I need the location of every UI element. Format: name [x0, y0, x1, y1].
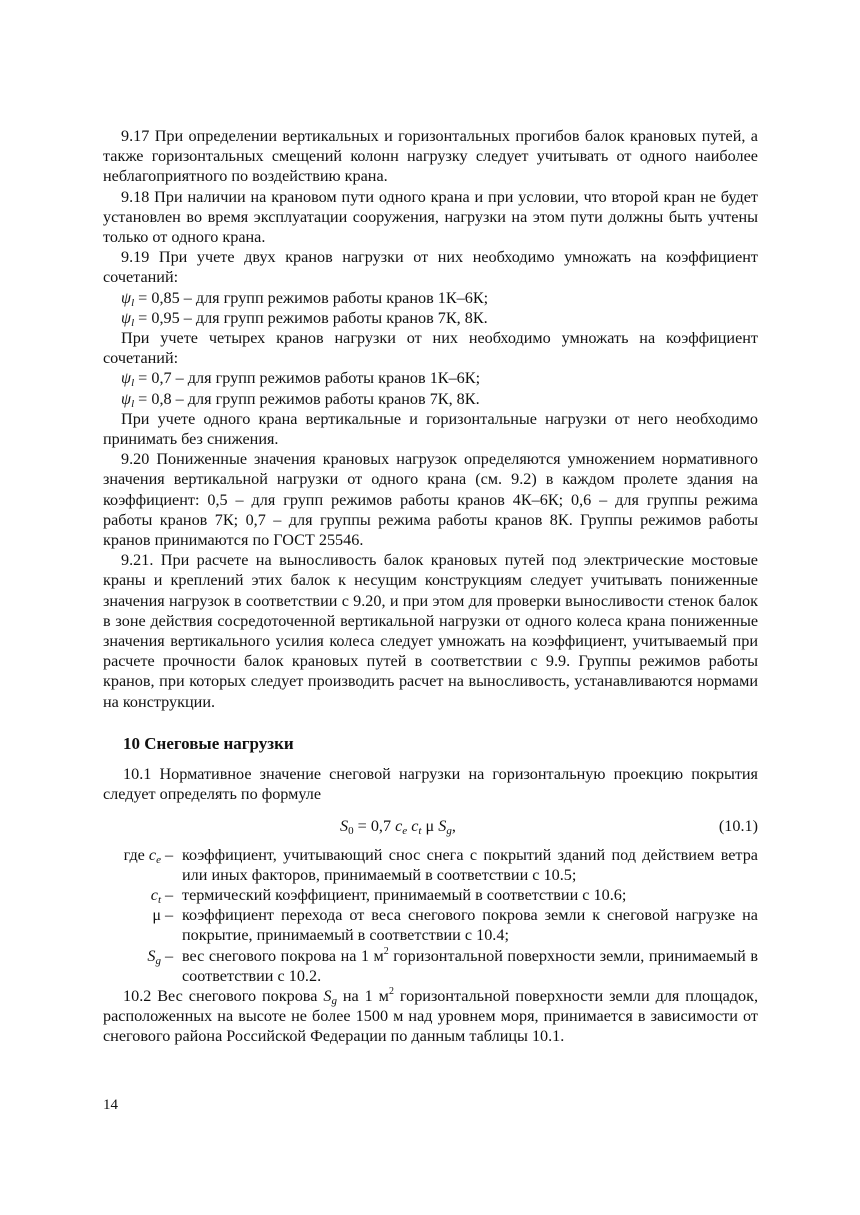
definition-symbol: $c_t$ — [150, 885, 161, 906]
paragraph-10-1: 10.1 Нормативное значение снеговой нагрузки на горизонтальную проекцию покрытия следует определять по формуле — [103, 765, 758, 804]
paragraph-9-21: 9.21. При расчете на выносливость балок крановых путей под электрические мостовые краны и креплений этих балок к несущим конструкциям следует учитывать пониженные значения нагрузок в соответствии с 9.20, и при этом для проверки выносливости стенок балок в зоне действия сосредоточенной вертикальной нагрузки от одного колеса крана пониженные значения вертикального усилия колеса следует умножать на коэффициент, учитываемый при расчете прочности балок крановых путей в соответствии с 9.9. Группы режимов работы кранов, при которых следует производить расчет на выносливость, устанавливаются нормами на конструкции. — [103, 551, 758, 711]
psi-two-2: = 0,95 – для групп режимов работы кранов 7К, 8К. — [138, 308, 488, 327]
definition-symbol: μ — [152, 906, 161, 925]
paragraph-10-2: 10.2 Вес снегового покрова $S_g$ на 1 $м^2$ горизонтальной поверхности земли для площадок, расположенных на высоте не более 1500 м над уровнем моря, принимается в зависимости от снегового района Российской Федерации по данным таблицы 10.1. — [103, 985, 759, 1046]
definition-symbol: где $c_e$ — [123, 845, 161, 866]
definition-ce: где $c_e$ – коэффициент, учитывающий снос снега с покрытий зданий под действием ветра или иных факторов, принимаемый в соответствии с 10.5; — [103, 845, 758, 885]
page-number: 14 — [103, 1097, 118, 1113]
definition-mu: μ – коэффициент перехода от веса снегового покрова земли к снеговой нагрузке на покрытие, принимаемый в соответствии с 10.4; — [103, 905, 758, 945]
document-body — [103, 126, 758, 1047]
formula-number: (10.1) — [718, 816, 758, 835]
psi-line: $\psi_l = 0,7$ – для групп режимов работы кранов 1К–6К; — [121, 369, 481, 390]
psi-two-1: = 0,85 – для групп режимов работы кранов 1К–6К; — [138, 288, 489, 307]
formula-10-1 — [103, 816, 758, 836]
definition-text: термический коэффициент, принимаемый в соответствии с 10.6; — [182, 885, 627, 904]
paragraph-9-20: 9.20 Пониженные значения крановых нагрузок определяются умножением нормативного значения вертикальной нагрузки от одного крана (см. 9.2) в каждом пролете здания на коэффициент: 0,5 – для групп режимов работы кранов 4К–6К; 0,6 – для группы режима работы кранов 7К; 0,7 – для группы режима работы кранов 8К. Группы режимов работы кранов принимаются по ГОСТ 25546. — [103, 450, 758, 550]
paragraph-9-17: 9.17 При определении вертикальных и горизонтальных прогибов балок крановых путей, а также горизонтальных смещений колонн нагрузку следует учитывать от одного наиболее неблагоприятного по воздействию крана. — [103, 127, 758, 186]
definitions-list — [103, 845, 758, 986]
psi-line: $\psi_l = 0,8$ – для групп режимов работы кранов 7К, 8К. — [121, 389, 480, 410]
formula-expression: $S_0 = 0,7$ $c_e$ $c_t$ μ $S_g$, — [340, 816, 456, 837]
definition-text: коэффициент, учитывающий снос снега с покрытий зданий под действием ветра или иных факторов, принимаемый в соответствии с 10.5; — [182, 845, 758, 884]
definition-ct: $c_t$ – термический коэффициент, принимаемый в соответствии с 10.6; — [103, 885, 758, 905]
psi-four-2: = 0,8 – для групп режимов работы кранов 7К, 8К. — [138, 389, 480, 408]
section-heading: 10 Снеговые нагрузки — [123, 733, 294, 753]
psi-line: $\psi_l = 0,95$ – для групп режимов работы кранов 7К, 8К. — [121, 308, 488, 329]
paragraph-9-18: 9.18 При наличии на крановом пути одного крана и при условии, что второй кран не будет установлен во время эксплуатации сооружения, нагрузки на этом пути должны быть учтены только от одного крана. — [103, 187, 758, 247]
definition-sg: $S_g$ – вес снегового покрова на 1 $м^2$ горизонтальной поверхности земли, принимаемый в соответствии с 10.2. — [103, 946, 758, 986]
psi-four-1: = 0,7 – для групп режимов работы кранов 1К–6К; — [138, 369, 481, 388]
paragraph-four-cranes: При учете четырех кранов нагрузки от них необходимо умножать на коэффициент сочетаний: — [103, 329, 758, 368]
definition-symbol: $S_g$ — [147, 946, 161, 967]
definition-text: вес снегового покрова на 1 $м^2$ горизонтальной поверхности земли, принимаемый в соответствии с 10.2. — [182, 945, 758, 985]
psi-line: $\psi_l = 0,85$ – для групп режимов работы кранов 1К–6К; — [121, 288, 489, 309]
definition-text: коэффициент перехода от веса снегового покрова земли к снеговой нагрузке на покрытие, принимаемый в соответствии с 10.4; — [182, 906, 758, 945]
paragraph-one-crane: При учете одного крана вертикальные и горизонтальные нагрузки от него необходимо принимать без снижения. — [103, 409, 758, 449]
paragraph-9-19: 9.19 При учете двух кранов нагрузки от них необходимо умножать на коэффициент сочетаний: — [103, 248, 758, 287]
